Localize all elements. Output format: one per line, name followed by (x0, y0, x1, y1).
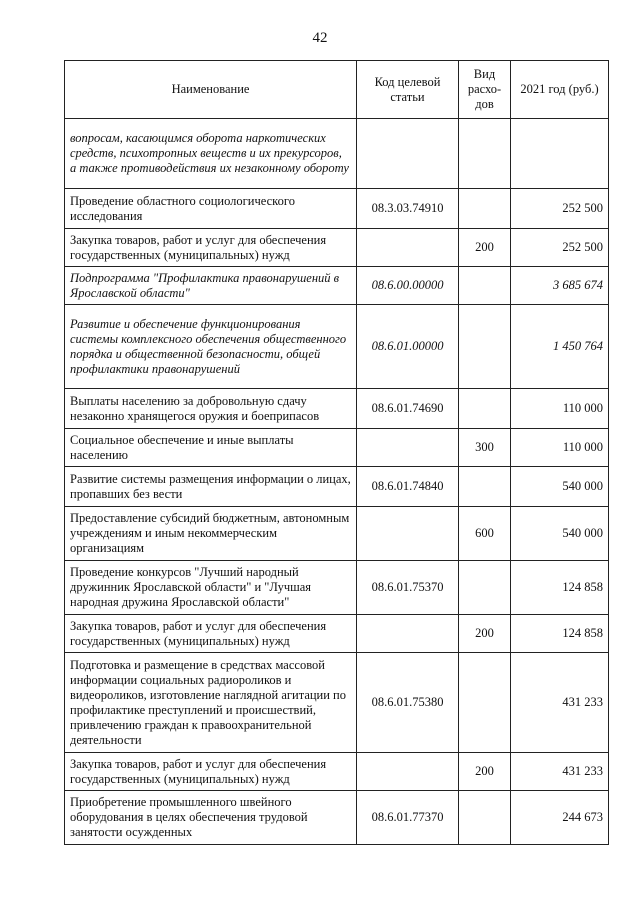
row-name-cell: Подпрограмма "Профилактика правонарушений в Ярославской области" (65, 267, 357, 305)
row-name-cell: Выплаты населению за добровольную сдачу незаконно хранящегося оружия и боеприпасов (65, 389, 357, 429)
row-type-cell (459, 653, 511, 753)
row-name-cell: Проведение конкурсов "Лучший народный дружинник Ярославской области" и "Лучшая народная дружина Ярославской области" (65, 561, 357, 615)
table-row (65, 429, 609, 467)
row-code-cell (357, 507, 459, 561)
row-amount-cell: 3 685 674 (511, 267, 609, 305)
row-type-cell (459, 561, 511, 615)
row-amount-cell: 110 000 (511, 429, 609, 467)
column-header-amount: 2021 год (руб.) (511, 61, 609, 119)
row-code-cell: 08.6.01.74690 (357, 389, 459, 429)
row-amount-cell (511, 119, 609, 189)
table-row (65, 305, 609, 389)
row-name-cell: Развитие системы размещения информации о лицах, пропавших без вести (65, 467, 357, 507)
row-code-cell: 08.6.01.00000 (357, 305, 459, 389)
row-code-cell (357, 753, 459, 791)
row-type-cell (459, 267, 511, 305)
row-code-cell: 08.6.01.75370 (357, 561, 459, 615)
table-row (65, 119, 609, 189)
row-amount-cell: 431 233 (511, 753, 609, 791)
row-amount-cell: 110 000 (511, 389, 609, 429)
row-type-cell (459, 467, 511, 507)
row-code-cell (357, 119, 459, 189)
row-amount-cell: 252 500 (511, 189, 609, 229)
table-body (65, 119, 609, 845)
row-type-cell (459, 389, 511, 429)
row-code-cell: 08.6.01.77370 (357, 791, 459, 845)
row-name-cell: Развитие и обеспечение функционирования системы комплексного обеспечения общественного порядка и общественной безопасности, общей профилактики правонарушений (65, 305, 357, 389)
column-header-name: Наименование (65, 61, 357, 119)
table-header-row (65, 61, 609, 119)
row-type-cell (459, 791, 511, 845)
row-code-cell (357, 229, 459, 267)
table-row (65, 229, 609, 267)
row-code-cell (357, 615, 459, 653)
table-row (65, 389, 609, 429)
row-type-cell: 300 (459, 429, 511, 467)
table-row (65, 561, 609, 615)
row-type-cell (459, 119, 511, 189)
column-header-code: Код целевой статьи (357, 61, 459, 119)
table-row (65, 791, 609, 845)
row-name-cell: Проведение областного социологического исследования (65, 189, 357, 229)
row-amount-cell: 1 450 764 (511, 305, 609, 389)
row-amount-cell: 124 858 (511, 615, 609, 653)
row-name-cell: Приобретение промышленного швейного оборудования в целях обеспечения трудовой занятости осужденных (65, 791, 357, 845)
row-name-cell: Предоставление субсидий бюджетным, автономным учреждениям и иным некоммерческим организациям (65, 507, 357, 561)
table-row (65, 615, 609, 653)
row-amount-cell: 431 233 (511, 653, 609, 753)
budget-table (64, 60, 609, 845)
row-amount-cell: 124 858 (511, 561, 609, 615)
row-type-cell (459, 305, 511, 389)
row-code-cell: 08.6.00.00000 (357, 267, 459, 305)
table-row (65, 507, 609, 561)
table-row (65, 653, 609, 753)
table-row (65, 189, 609, 229)
row-amount-cell: 244 673 (511, 791, 609, 845)
row-amount-cell: 540 000 (511, 507, 609, 561)
row-code-cell: 08.6.01.74840 (357, 467, 459, 507)
row-name-cell: Закупка товаров, работ и услуг для обеспечения государственных (муниципальных) нужд (65, 753, 357, 791)
row-code-cell: 08.6.01.75380 (357, 653, 459, 753)
row-name-cell: Закупка товаров, работ и услуг для обеспечения государственных (муниципальных) нужд (65, 229, 357, 267)
row-type-cell: 600 (459, 507, 511, 561)
table-row (65, 267, 609, 305)
row-name-cell: Подготовка и размещение в средствах массовой информации социальных радиороликов и видеороликов, изготовление наглядной агитации по профилактике преступлений и происшествий, привлечению граждан к правоохранительной деятельности (65, 653, 357, 753)
page-number: 42 (312, 30, 328, 46)
row-type-cell: 200 (459, 615, 511, 653)
row-type-cell: 200 (459, 229, 511, 267)
column-header-type: Вид расхо-дов (459, 61, 511, 119)
row-name-cell: Социальное обеспечение и иные выплаты населению (65, 429, 357, 467)
row-code-cell: 08.3.03.74910 (357, 189, 459, 229)
table-row (65, 753, 609, 791)
table-row (65, 467, 609, 507)
row-amount-cell: 540 000 (511, 467, 609, 507)
row-type-cell (459, 189, 511, 229)
row-amount-cell: 252 500 (511, 229, 609, 267)
row-name-cell: Закупка товаров, работ и услуг для обеспечения государственных (муниципальных) нужд (65, 615, 357, 653)
row-name-cell: вопросам, касающимся оборота наркотических средств, психотропных веществ и их прекурсоров, а также противодействия их незаконному обороту (65, 119, 357, 189)
row-type-cell: 200 (459, 753, 511, 791)
row-code-cell (357, 429, 459, 467)
